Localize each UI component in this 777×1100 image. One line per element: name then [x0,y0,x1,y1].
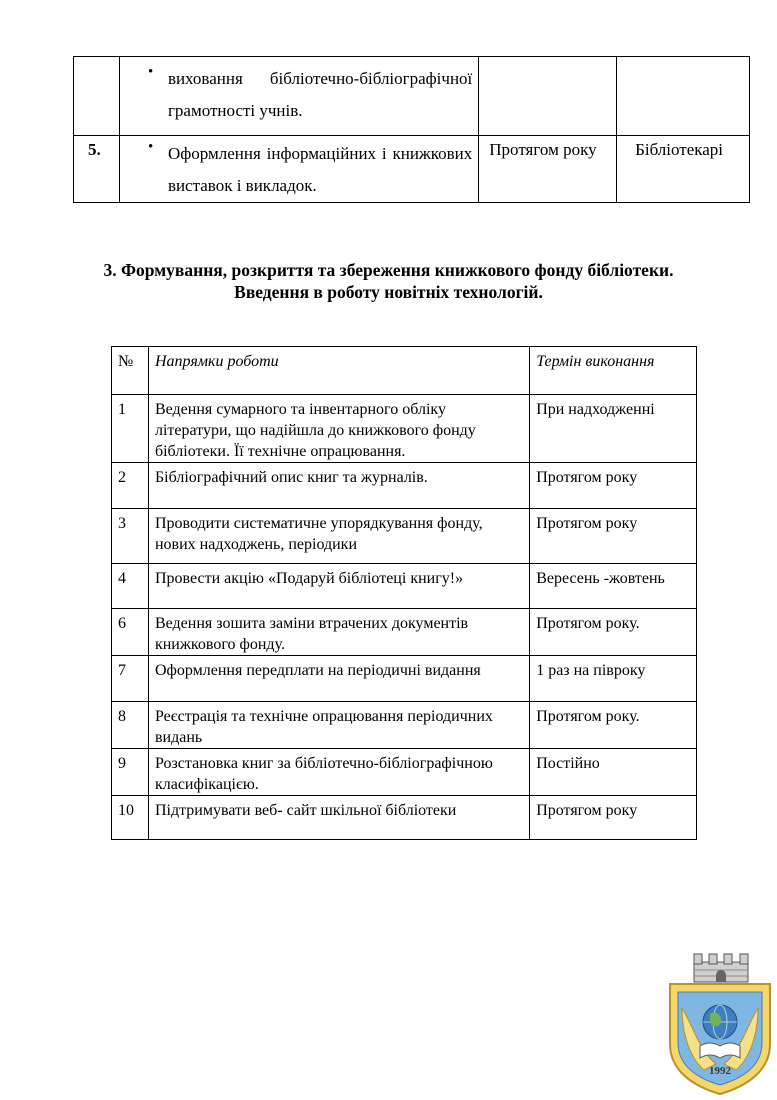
table-row [112,509,697,564]
term-cell: Протягом року [530,463,697,509]
responsible-cell [617,57,750,136]
row-number-cell: 6 [112,609,149,656]
school-coat-of-arms-icon [664,948,776,1098]
activity-cell [119,57,478,136]
row-number-cell [74,57,120,136]
term-cell: При надходженні [530,395,697,463]
table-row [112,702,697,749]
section-heading-line-1: 3. Формування, розкриття та збереження книжкового фонду бібліотеки. [103,260,674,280]
section-heading [60,259,717,303]
row-number-cell: 7 [112,656,149,702]
section-heading-line-2: Введення в роботу новітніх технологій. [234,282,543,302]
table-row [112,564,697,609]
direction-cell: Проводити систематичне упорядкування фонду, нових надходжень, періодики [148,509,529,564]
direction-cell: Ведення зошита заміни втрачених документів книжкового фонду. [148,609,529,656]
direction-cell: Бібліографічний опис книг та журналів. [148,463,529,509]
direction-cell: Розстановка книг за бібліотечно-бібліографічною класифікацією. [148,749,529,796]
direction-cell: Реєстрація та технічне опрацювання періодичних видань [148,702,529,749]
row-number-cell: 3 [112,509,149,564]
activity-cell [119,136,478,203]
header-number: № [112,347,149,395]
table-row [112,656,697,702]
table-row [112,609,697,656]
table-row [112,796,697,840]
table-row [74,136,750,203]
responsible-cell: Бібліотекарі [617,136,750,203]
term-cell [479,57,617,136]
term-cell: Вересень -жовтень [530,564,697,609]
activity-text: Оформлення інформаційних і книжкових виставок і викладок. [167,144,473,195]
table-header-row [112,347,697,395]
term-cell: Протягом року. [530,702,697,749]
direction-cell: Ведення сумарного та інвентарного обліку літератури, що надійшла до книжкового фонду бібліотеки. Її технічне опрацювання. [148,395,529,463]
term-cell: Протягом року [479,136,617,203]
fund-work-table [111,346,697,840]
seal-year: 1992 [709,1065,731,1077]
term-cell: Протягом року. [530,609,697,656]
row-number-cell: 8 [112,702,149,749]
row-number-cell: 2 [112,463,149,509]
header-direction: Напрямки роботи [148,347,529,395]
row-number-cell: 4 [112,564,149,609]
bullet-icon: • [147,64,154,80]
table-row [74,57,750,136]
row-number-cell: 10 [112,796,149,840]
plan-table-continued [73,56,750,203]
term-cell: 1 раз на півроку [530,656,697,702]
table-row [112,395,697,463]
table-row [112,749,697,796]
globe-icon [703,1005,737,1039]
row-number-cell: 9 [112,749,149,796]
term-cell: Протягом року [530,509,697,564]
direction-cell: Підтримувати веб- сайт шкільної бібліотеки [148,796,529,840]
bullet-icon: • [147,139,154,155]
row-number-cell: 1 [112,395,149,463]
term-cell: Протягом року [530,796,697,840]
castle-crown-icon [694,954,748,982]
direction-cell: Провести акцію «Подаруй бібліотеці книгу!» [148,564,529,609]
row-number-cell: 5. [74,136,120,203]
activity-text: виховання бібліотечно-бібліографічної грамотності учнів. [167,69,473,120]
direction-cell: Оформлення передплати на періодичні видання [148,656,529,702]
table-row [112,463,697,509]
term-cell: Постійно [530,749,697,796]
header-term: Термін виконання [530,347,697,395]
